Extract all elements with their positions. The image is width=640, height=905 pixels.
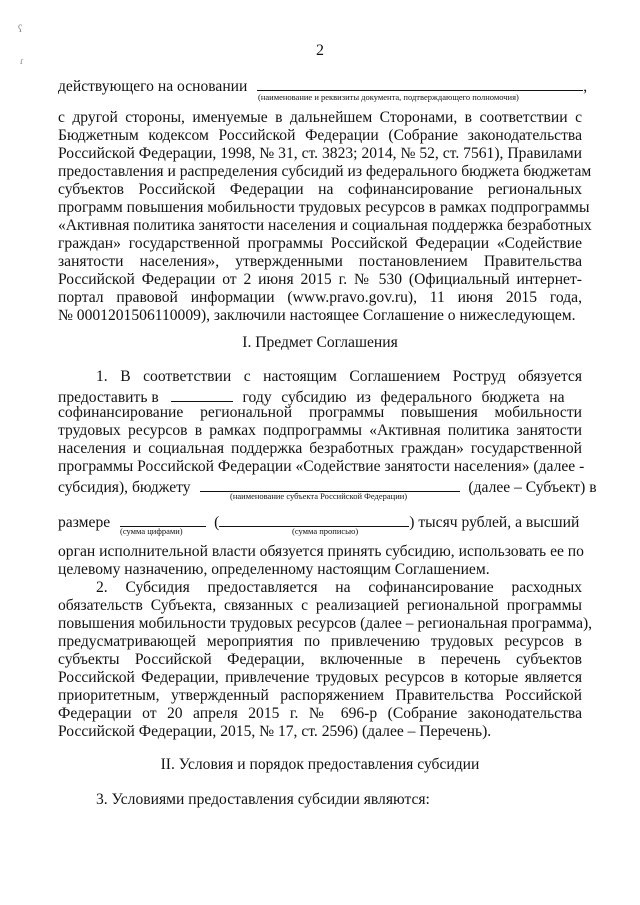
scan-mark: ɾ <box>20 56 24 67</box>
section-heading-1: I. Предмет Соглашения <box>242 334 398 351</box>
text-line: граждан» государственной программы Российской Федерации «Содействие <box>58 235 582 252</box>
text-line: приоритетным, утвержденный распоряжением Правительства Российской <box>58 687 582 704</box>
budget-text-2: (далее – Субъект) в <box>468 479 597 496</box>
caption-authority: (наименование и реквизиты документа, подтверждающего полномочия) <box>258 92 519 102</box>
scan-mark: ʕ <box>18 24 23 35</box>
text-line: 2. Субсидия предоставляется на софинансирование расходных <box>96 579 582 596</box>
text-line: софинансирование региональной программы повышения мобильности <box>58 404 582 421</box>
text-line: предоставления и распределения субсидий из федерального бюджета бюджетам <box>58 163 592 180</box>
text-line: Российской Федерации, 2015, № 17, ст. 2596) (далее – Перечень). <box>58 723 492 740</box>
text-line: № 0001201506110009), заключили настоящее Соглашение о нижеследующем. <box>58 307 576 324</box>
text-line: Бюджетным кодексом Российской Федерации (Собрание законодательства <box>58 127 582 144</box>
size-text: размере <box>58 514 111 531</box>
size-paren: ( <box>214 514 220 531</box>
text-line: Российской Федерации от 2 июня 2015 г. № 530 (Официальный интернет- <box>58 271 582 288</box>
subject-blank <box>200 475 460 492</box>
page-number: 2 <box>316 42 324 59</box>
text-line: портал правовой информации (www.pravo.gov.ru), 11 июня 2015 года, <box>58 289 582 306</box>
text-line: программ повышения мобильности трудовых ресурсов в рамках подпрограммы <box>58 199 590 216</box>
text-line: обязательств Субъекта, связанных с реализацией региональной программы <box>58 597 582 614</box>
text-line: предусматривающей мероприятия по привлечению трудовых ресурсов в <box>58 633 582 650</box>
caption-subject: (наименование субъекта Российской Федерации) <box>230 491 408 501</box>
text-line: 3. Условиями предоставления субсидии являются: <box>96 791 430 808</box>
size-text-2: ) тысяч рублей, а высший <box>409 514 580 531</box>
text-line: занятости населения», утвержденными постановлением Правительства <box>58 253 582 270</box>
provide-text-2: году субсидию из федерального бюджета на <box>242 389 565 406</box>
basis-comma: , <box>583 78 588 95</box>
caption-words: (сумма прописью) <box>292 526 359 536</box>
text-line: с другой стороны, именуемые в дальнейшем Сторонами, в соответствии с <box>58 109 582 126</box>
text-line: «Активная политика занятости населения и социальная поддержка безработных <box>58 217 592 234</box>
provide-text: предоставить в <box>58 389 159 406</box>
text-line: повышения мобильности трудовых ресурсов (далее – региональная программа), <box>58 615 593 632</box>
budget-text: субсидия), бюджету <box>58 479 191 496</box>
text-line: программы Российской Федерации «Содействие занятости населения» (далее - <box>58 458 585 475</box>
text-line: трудовых ресурсов в рамках подпрограммы «Активная политика занятости <box>58 422 582 439</box>
text-line: субъектов Российской Федерации на софинансирование региональных <box>58 181 582 198</box>
section-heading-2: II. Условия и порядок предоставления субсидии <box>160 756 480 773</box>
text-line: Федерации от 20 апреля 2015 г. № 696-р (Собрание законодательства <box>58 705 582 722</box>
words-blank <box>219 510 409 527</box>
text-line: Российской Федерации, привлечение трудовых ресурсов в которые является <box>58 669 582 686</box>
year-blank <box>171 385 233 402</box>
text-line: Российской Федерации, 1998, № 31, ст. 3823; 2014, № 52, ст. 7561), Правилами <box>58 145 582 162</box>
caption-digits: (сумма цифрами) <box>120 526 183 536</box>
text-line: 1. В соответствии с настоящим Соглашением Роструд обязуется <box>96 368 582 385</box>
digits-blank <box>120 510 206 527</box>
text-line: населения и социальная поддержка безработных граждан» государственной <box>58 440 582 457</box>
text-line: орган исполнительной власти обязуется принять субсидию, использовать ее по <box>58 543 584 560</box>
basis-blank <box>257 74 583 91</box>
text-line: целевому назначению, определенному настоящим Соглашением. <box>58 561 490 578</box>
text-line: субъекты Российской Федерации, включенные в перечень субъектов <box>58 651 582 668</box>
basis-text: действующего на основании <box>58 78 248 95</box>
